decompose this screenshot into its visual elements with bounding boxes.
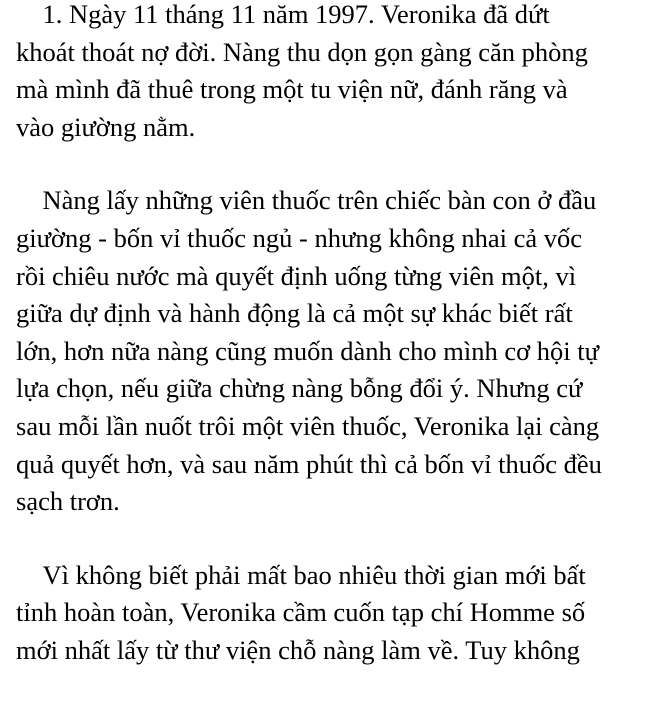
- paragraph-3: [16, 557, 657, 670]
- text-line: giường - bốn vỉ thuốc ngủ - nhưng không nhai cả vốc: [16, 222, 583, 253]
- paragraph-1: [16, 0, 657, 146]
- text-line: lớn, hơn nữa nàng cũng muốn dành cho mình cơ hội tự: [16, 335, 600, 366]
- document-page: [16, 0, 657, 706]
- text-line: khoát thoát nợ đời. Nàng thu dọn gọn gàng căn phòng: [16, 36, 588, 67]
- paragraph-2: [16, 182, 657, 520]
- text-line: 1. Ngày 11 tháng 11 năm 1997. Veronika đã dứt: [16, 0, 550, 29]
- text-line: lựa chọn, nếu giữa chừng nàng bỗng đổi ý. Nhưng cứ: [16, 373, 583, 404]
- text-line: Vì không biết phải mất bao nhiêu thời gian mới bất: [16, 559, 586, 590]
- text-line: sau mỗi lần nuốt trôi một viên thuốc, Veronika lại càng: [16, 410, 600, 441]
- text-line: sạch trơn.: [16, 486, 120, 517]
- text-line: mà mình đã thuê trong một tu viện nữ, đánh răng và: [16, 74, 568, 105]
- text-line: giữa dự định và hành động là cả một sự khác biết rất: [16, 298, 573, 329]
- text-line: tỉnh hoàn toàn, Veronika cầm cuốn tạp chí Homme số: [16, 597, 586, 628]
- text-line: Nàng lấy những viên thuốc trên chiếc bàn con ở đầu: [16, 185, 597, 216]
- text-line: vào giường nằm.: [16, 111, 196, 142]
- text-line: mới nhất lấy từ thư viện chỗ nàng làm về. Tuy không: [16, 634, 580, 665]
- text-line: rồi chiêu nước mà quyết định uống từng viên một, vì: [16, 260, 577, 291]
- text-line: quả quyết hơn, và sau năm phút thì cả bốn vỉ thuốc đều: [16, 448, 602, 479]
